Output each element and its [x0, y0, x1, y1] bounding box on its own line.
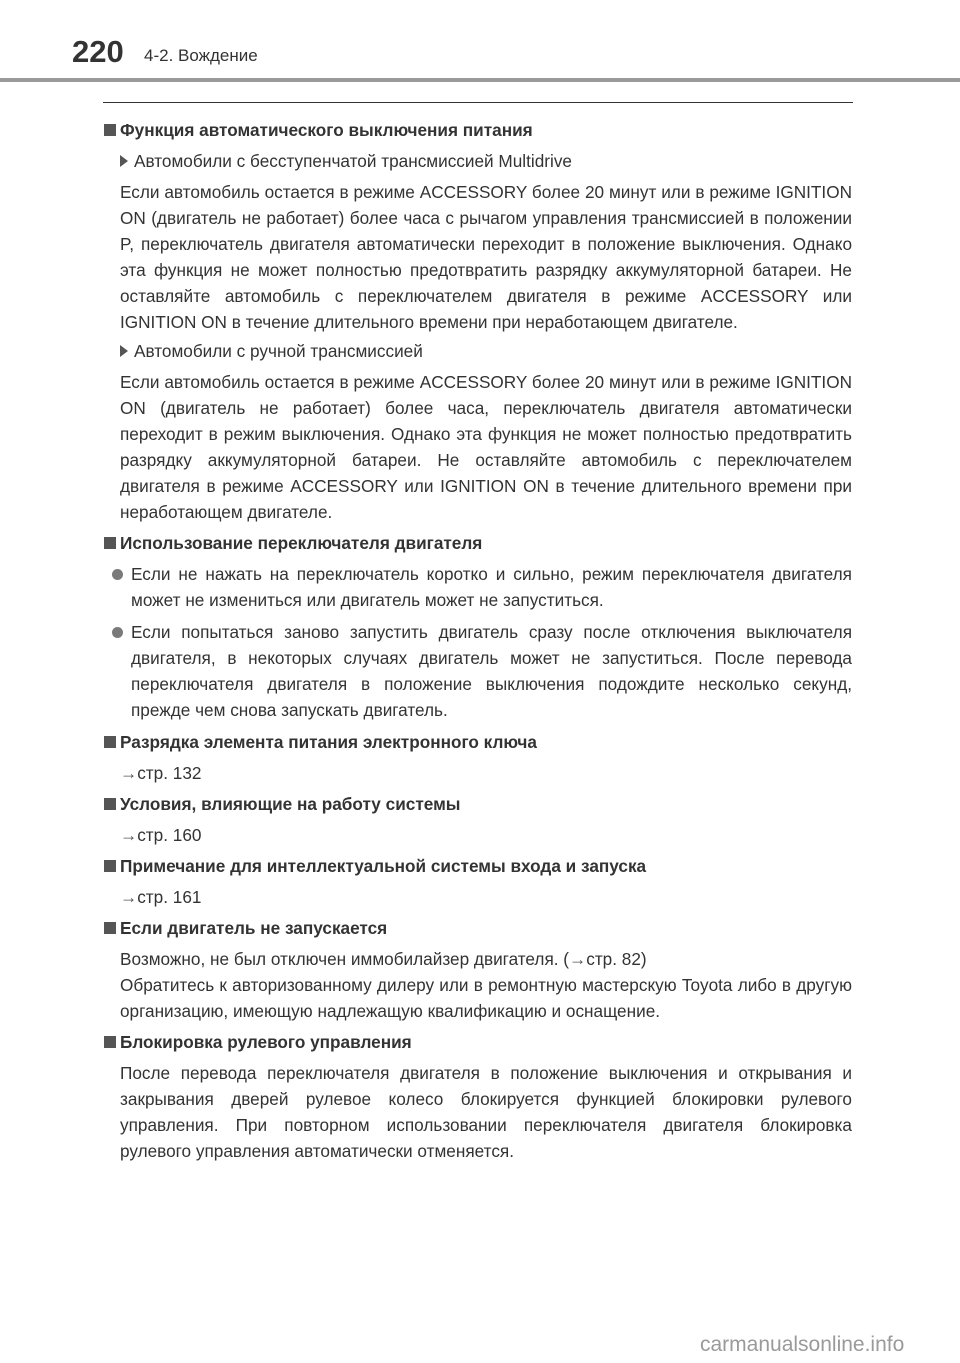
page-reference — [104, 884, 852, 910]
paragraph: После перевода переключателя двигателя в положение выключения и открывания и закрывания дверей рулевое колесо блокируется функцией блокировки рулевого управления. При повторном использовании переключателя двигателя блокировка рулевого управления автоматически отменяется. — [120, 1063, 852, 1161]
reference-link[interactable]: стр. 132 — [137, 763, 202, 783]
round-bullet-icon — [112, 569, 123, 580]
subsection-label: Автомобили с бесступенчатой трансмиссией Multidrive — [104, 148, 852, 174]
page-number: 220 — [72, 34, 124, 69]
square-bullet-icon — [104, 798, 116, 810]
square-bullet-icon — [104, 124, 116, 136]
section-heading: Блокировка рулевого управления — [104, 1029, 852, 1055]
arrow-icon: → — [569, 949, 587, 969]
reference-link[interactable]: стр. 160 — [137, 825, 202, 845]
chapter-title: 4-2. Вождение — [144, 46, 258, 65]
paragraph: Обратитесь к авторизованному дилеру или в ремонтную мастерскую Toyota либо в другую организацию, имеющую надлежащую квалификацию и оснащение. — [120, 975, 852, 1021]
page-header — [0, 0, 960, 82]
arrow-icon: → — [120, 825, 138, 845]
square-bullet-icon — [104, 537, 116, 549]
square-bullet-icon — [104, 1036, 116, 1048]
header-rule — [0, 78, 960, 82]
section-heading: Если двигатель не запускается — [104, 915, 852, 941]
reference-link[interactable]: стр. 161 — [137, 887, 202, 907]
section-heading: Функция автоматического выключения питания — [104, 117, 852, 143]
content-top-rule — [103, 102, 853, 103]
square-bullet-icon — [104, 922, 116, 934]
subsection-label: Автомобили с ручной трансмиссией — [104, 338, 852, 364]
round-bullet-icon — [112, 627, 123, 638]
paragraph: Если автомобиль остается в режиме ACCESSORY более 20 минут или в режиме IGNITION ON (двигатель не работает) более часа с рычагом управления трансмиссией в положении P, переключатель двигателя автоматически переходит в положение выключения. Однако эта функция не может полностью предотвратить разрядку аккумуляторной батареи. Не оставляйте автомобиль с переключателем двигателя в режиме ACCESSORY или IGNITION ON в течение длительного времени при неработающем двигателе. — [120, 182, 852, 332]
reference-link[interactable]: стр. 82) — [586, 949, 647, 969]
arrow-icon: → — [120, 887, 138, 907]
section-heading: Использование переключателя двигателя — [104, 530, 852, 556]
paragraph: Если автомобиль остается в режиме ACCESSORY более 20 минут или в режиме IGNITION ON (двигатель не работает) более часа, переключатель двигателя автоматически переходит в режим выключения. Однако эта функция не может полностью предотвратить разрядку аккумуляторной батареи. Не оставляйте автомобиль с переключателем двигателя в режиме ACCESSORY или IGNITION ON в течение длительного времени при неработающем двигателе. — [120, 372, 852, 522]
square-bullet-icon — [104, 860, 116, 872]
page-reference — [104, 760, 852, 786]
section-heading: Условия, влияющие на работу системы — [104, 791, 852, 817]
triangle-bullet-icon — [120, 345, 128, 357]
page-reference — [104, 822, 852, 848]
paragraph: Возможно, не был отключен иммобилайзер двигателя. (→стр. 82) — [120, 949, 647, 969]
arrow-icon: → — [120, 763, 138, 783]
list-item: Если попытаться заново запустить двигатель сразу после отключения выключателя двигателя, в некоторых случаях двигатель может не запуститься. После перевода переключателя двигателя в положение выключения подождите несколько секунд, прежде чем снова запускать двигатель. — [104, 619, 852, 723]
page-content — [104, 112, 852, 1164]
watermark: carmanualsonline.info — [700, 1333, 905, 1356]
triangle-bullet-icon — [120, 155, 128, 167]
section-heading: Примечание для интеллектуальной системы входа и запуска — [104, 853, 852, 879]
list-item: Если не нажать на переключатель коротко и сильно, режим переключателя двигателя может не измениться или двигатель может не запуститься. — [104, 561, 852, 613]
square-bullet-icon — [104, 736, 116, 748]
section-heading: Разрядка элемента питания электронного ключа — [104, 729, 852, 755]
